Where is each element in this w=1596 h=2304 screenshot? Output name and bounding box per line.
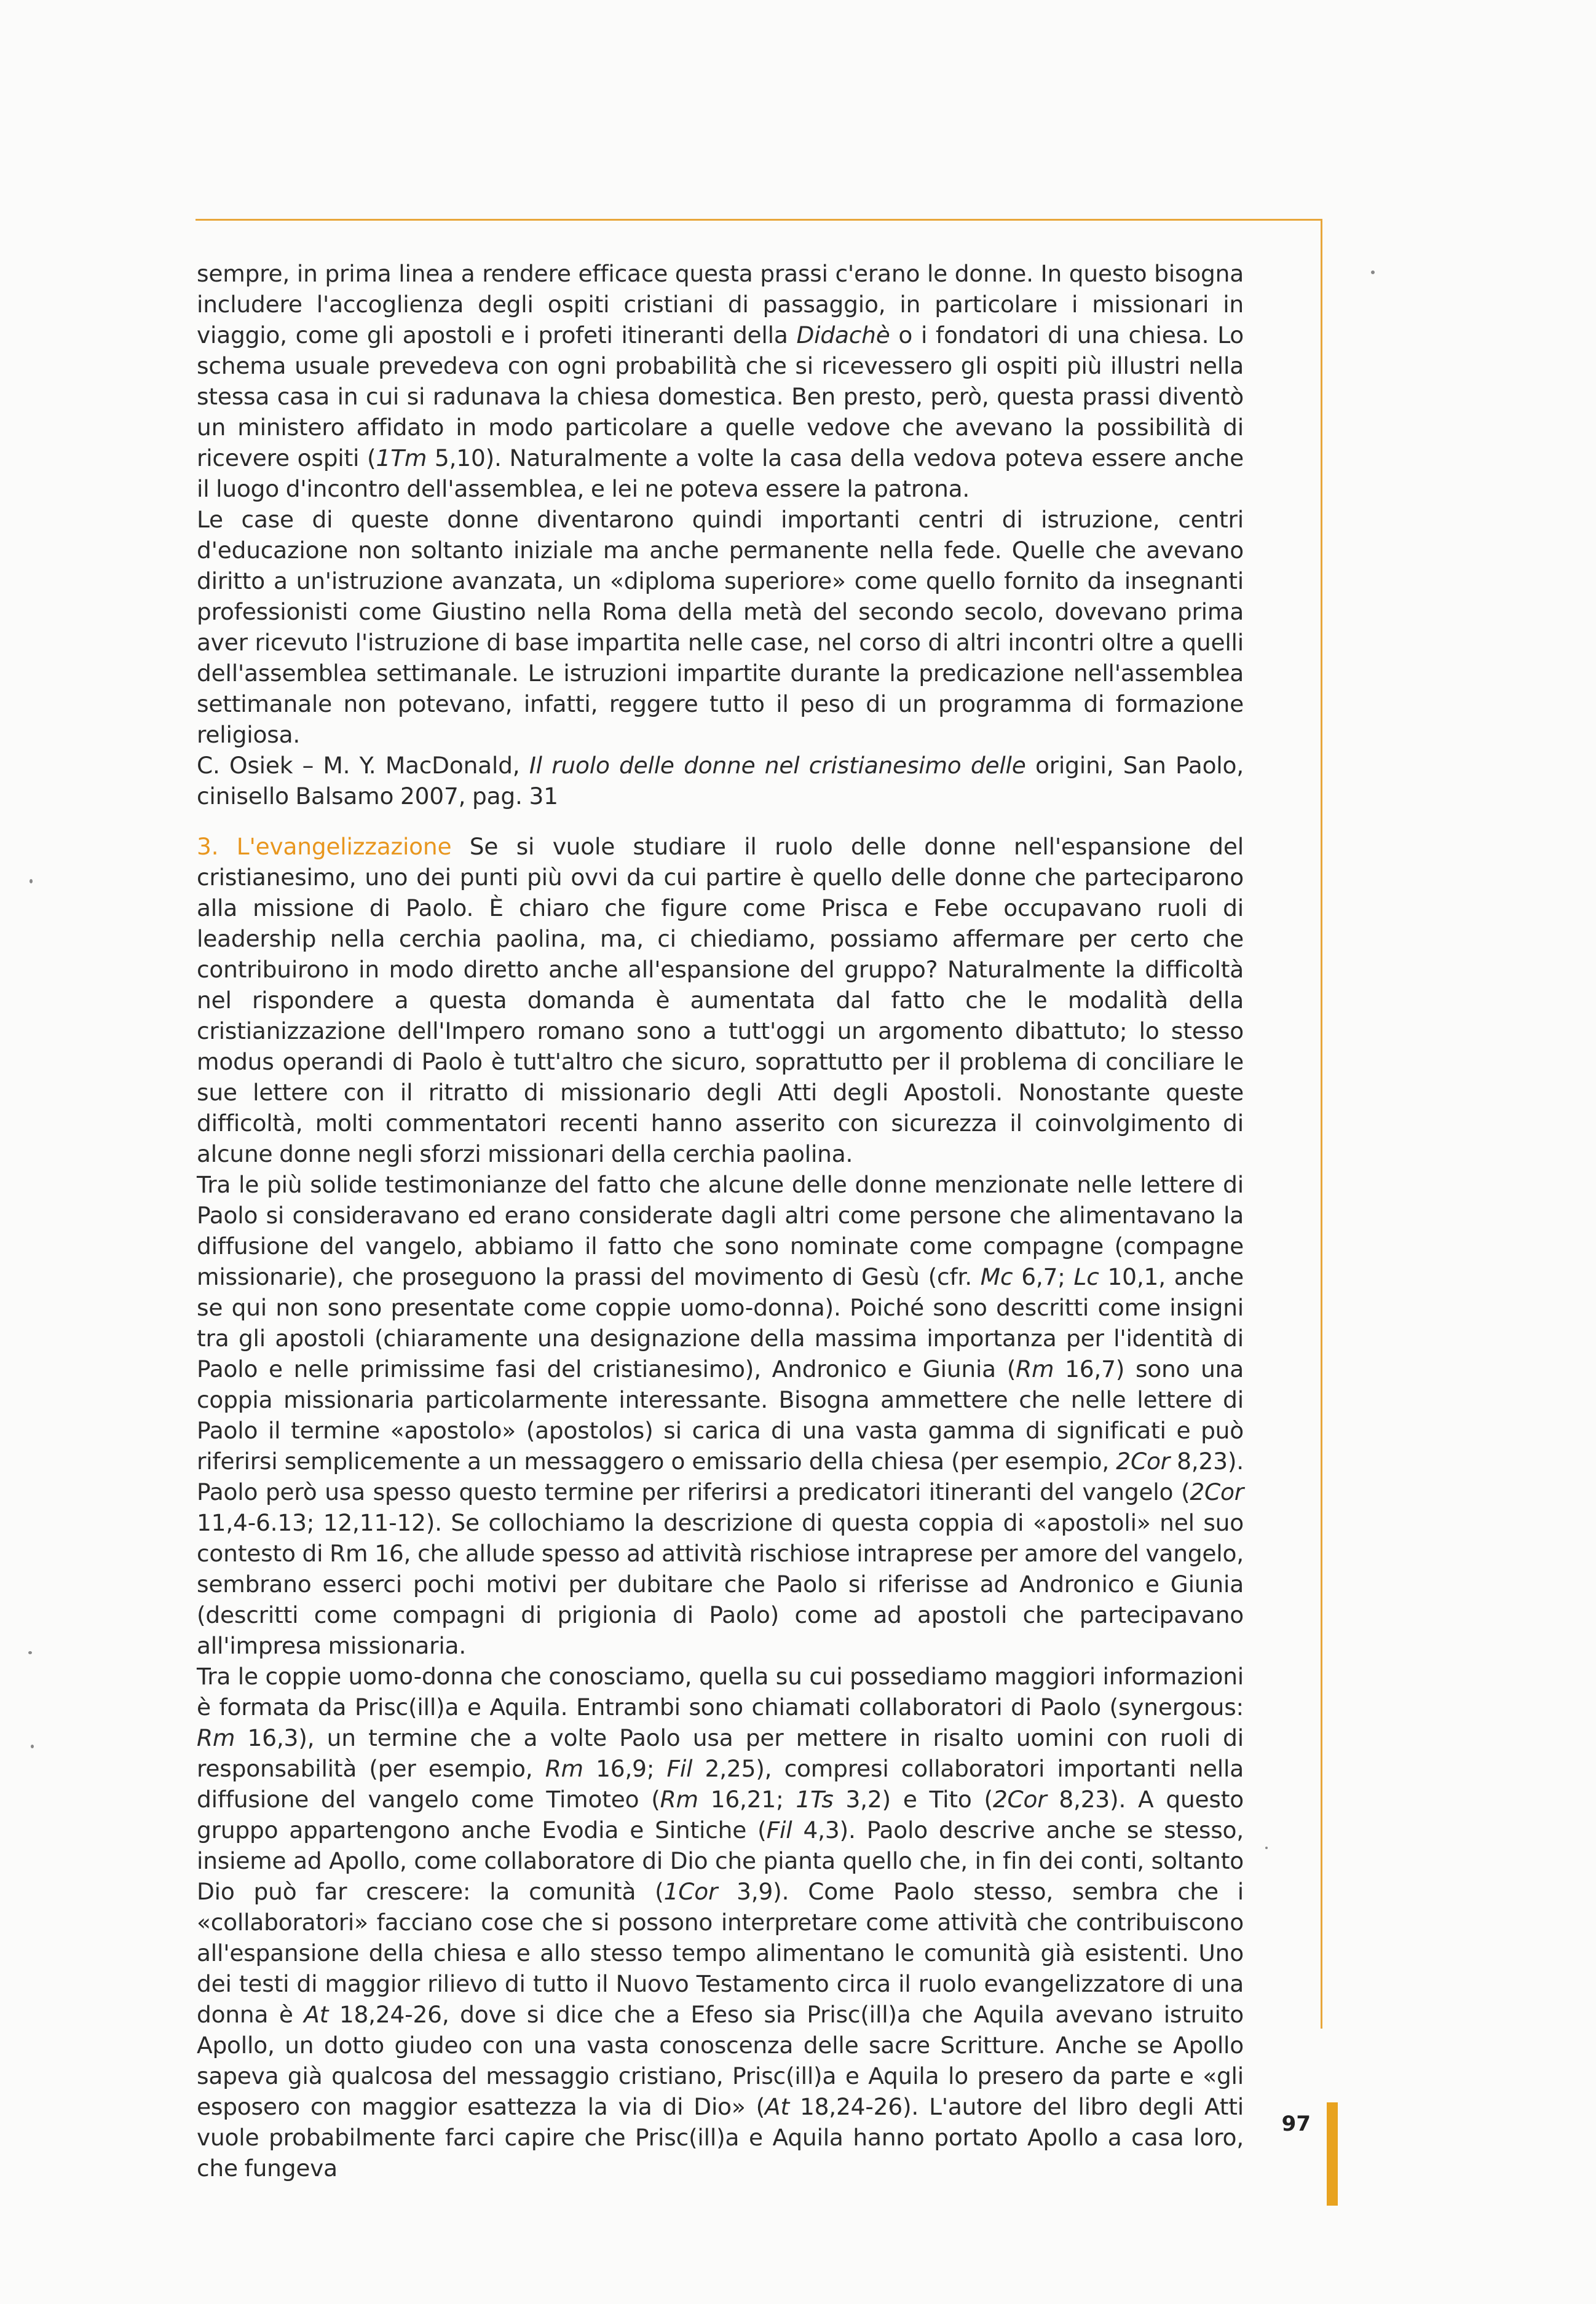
paragraph [197,504,1244,750]
paragraph [197,258,1244,504]
section-paragraph [197,831,1244,1169]
text-run: Tra le coppie uomo-donna che conosciamo, quella su cui possediamo maggiori informazioni è formata da Prisc(ill)a e Aquila. Entrambi sono chiamati collaboratori di Paolo (synergous: [197,1663,1244,1721]
scan-speck [1265,1847,1268,1849]
text-run: 16,3), un termine che a volte Paolo usa per mettere in risalto uomini con ruoli di responsabilità (per esempio, [197,1724,1244,1782]
text-run: 6,7; [1013,1263,1074,1290]
text-run: 4,3). Paolo descrive anche se stesso, insieme ad Apollo, come collaboratore di Dio che pianta quello che, in fin dei conti, soltanto Dio può far crescere: la comunità ( [197,1817,1244,1905]
text-run: Le case di queste donne diventarono quindi importanti centri di istruzione, centri d'educazione non soltanto iniziale ma anche permanente nella fede. Quelle che avevano diritto a un'istruzione avanzata, un «diploma superiore» come quello fornito da insegnanti professionisti come Giustino nella Roma della metà del secondo secolo, dovevano prima aver ricevuto l'istruzione di base impartita nelle case, nel corso di altri incontri oltre a quelli dell'assemblea settimanale. Le istruzioni impartite durante la predicazione nell'assemblea settimanale non potevano, infatti, reggere tutto il peso di un programma di formazione religiosa. [197,506,1244,748]
italic-text: 2Cor [992,1786,1047,1813]
italic-text: At [765,2093,790,2120]
text-run: 16,7) sono una coppia missionaria particolarmente interessante. Bisogna ammettere che nelle lettere di Paolo il termine «apostolo» (apostolos) si carica di una vasta gamma di significati e può riferirsi semplicemente a un messaggero o emissario della chiesa (per esempio, [197,1355,1244,1475]
italic-text: 2Cor [1116,1448,1170,1475]
text-run: Se si vuole studiare il ruolo delle donne nell'espansione del cristianesimo, uno dei punti più ovvi da cui partire è quello delle donne che parteciparono alla missione di Paolo. È chiaro che figure come Prisca e Febe occupavano ruoli di leadership nella cerchia paolina, ma, ci chiediamo, possiamo affermare per certo che contribuirono in modo diretto anche all'espansione del gruppo? Naturalmente la difficoltà nel rispondere a questa domanda è aumentata dal fatto che le modalità della cristianizzazione dell'Impero romano sono a tutt'oggi un argomento dibattuto; lo stesso modus operandi di Paolo è tutt'altro che sicuro, soprattutto per il problema di conciliare le sue lettere con il ritratto di missionario degli Atti degli Apostoli. Nonostante queste difficoltà, molti commentatori recenti hanno asserito con sicurezza il coinvolgimento di alcune donne negli sforzi missionari della cerchia paolina. [197,833,1244,1167]
italic-text: Il ruolo delle donne nel cristianesimo delle [529,752,1026,779]
italic-text: Fil [766,1817,792,1844]
scan-speck [31,1745,34,1748]
italic-text: Rm [197,1724,235,1751]
italic-text: 1Cor [663,1878,718,1905]
text-run: 3,2) e Tito ( [833,1786,993,1813]
text-run: origini, San Paolo, cinisello Balsamo 2007, pag. 31 [197,752,1244,810]
italic-text: 1Tm [376,444,427,471]
text-run: 10,1, anche se qui non sono presentate come coppie uomo-donna). Poiché sono descritti come insigni tra gli apostoli (chiaramente una designazione della massima importanza per l'identità di Paolo e nelle primissime fasi del cristianesimo), Andronico e Giunia ( [197,1263,1244,1383]
body-text [197,258,1244,2184]
italic-text: 1Ts [796,1786,834,1813]
italic-text: Rm [660,1786,698,1813]
text-run: 3,9). Come Paolo stesso, sembra che i «collaboratori» facciano cose che si possono interpretare come attività che contribuiscono all'espansione della chiesa e allo stesso tempo alimentano le comunità già esistenti. Uno dei testi di maggior rilievo di tutto il Nuovo Testamento circa il ruolo evangelizzatore di una donna è [197,1878,1244,2028]
text-run: 5,10). Naturalmente a volte la casa della vedova poteva essere anche il luogo d'incontro dell'assemblea, e lei ne poteva essere la patrona. [197,444,1244,502]
page-number: 97 [1281,2112,1311,2136]
paragraph [197,1169,1244,1661]
text-run: sempre, in prima linea a rendere efficace questa prassi c'erano le donne. In questo bisogna includere l'accoglienza degli ospiti cristiani di passaggio, in particolare i missionari in viaggio, come gli apostoli e i profeti itineranti della [197,260,1244,349]
italic-text: Didachè [796,322,890,349]
text-run: 2,25), compresi collaboratori importanti nella diffusione del vangelo come Timoteo ( [197,1755,1244,1813]
italic-text: Fil [666,1755,693,1782]
scan-speck [30,879,33,883]
page-edge-bar [1327,2102,1338,2206]
right-rule [1321,219,1322,2029]
text-run: 8,23). Paolo però usa spesso questo termine per riferirsi a predicatori itineranti del vangelo ( [197,1448,1244,1505]
text-run: 16,9; [583,1755,667,1782]
italic-text: 2Cor [1190,1478,1244,1505]
top-rule [196,219,1322,221]
paragraph [197,750,1244,811]
text-run: 18,24-26). L'autore del libro degli Atti vuole probabilmente farci capire che Prisc(ill)a e Aquila hanno portato Apollo a casa loro, che fungeva [197,2093,1244,2182]
scan-speck [28,1651,32,1654]
text-run: 11,4-6.13; 12,11-12). Se collochiamo la descrizione di questa coppia di «apostoli» nel suo contesto di Rm 16, che allude spesso ad attività rischiose intraprese per amore del vangelo, sembrano esserci pochi motivi per dubitare che Paolo si riferisse ad Andronico e Giunia (descritti come compagni di prigionia di Paolo) come ad apostoli che partecipavano all'impresa missionaria. [197,1509,1244,1659]
text-run: o i fondatori di una chiesa. Lo schema usuale prevedeva con ogni probabilità che si ricevessero gli ospiti più illustri nella stessa casa in cui si radunava la chiesa domestica. Ben presto, però, questa prassi diventò un ministero affidato in modo particolare a quelle vedove che avevano la possibilità di ricevere ospiti ( [197,322,1244,471]
italic-text: Lc [1073,1263,1099,1290]
italic-text: Rm [545,1755,583,1782]
italic-text: Mc [980,1263,1013,1290]
text-run: 8,23). A questo gruppo appartengono anche Evodia e Sintiche ( [197,1786,1244,1844]
scan-speck [1371,270,1375,274]
text-run: 16,21; [698,1786,796,1813]
italic-text: Rm [1016,1355,1054,1383]
text-run: Tra le più solide testimonianze del fatto che alcune delle donne menzionate nelle lettere di Paolo si consideravano ed erano considerate dagli altri come persone che alimentavano la diffusione del vangelo, abbiamo il fatto che sono nominate come compagne (compagne missionarie), che proseguono la prassi del movimento di Gesù (cfr. [197,1171,1244,1290]
text-run: 18,24-26, dove si dice che a Efeso sia Prisc(ill)a che Aquila avevano istruito Apollo, un dotto giudeo con una vasta conoscenza delle sacre Scritture. Anche se Apollo sapeva già qualcosa del messaggio cristiano, Prisc(ill)a e Aquila lo presero da parte e «gli esposero con maggior esattezza la via di Dio» ( [197,2001,1244,2120]
italic-text: At [304,2001,329,2028]
text-run: C. Osiek – M. Y. MacDonald, [197,752,529,779]
section-heading: 3. L'evangelizzazione [197,833,452,860]
paragraph [197,1661,1244,2184]
